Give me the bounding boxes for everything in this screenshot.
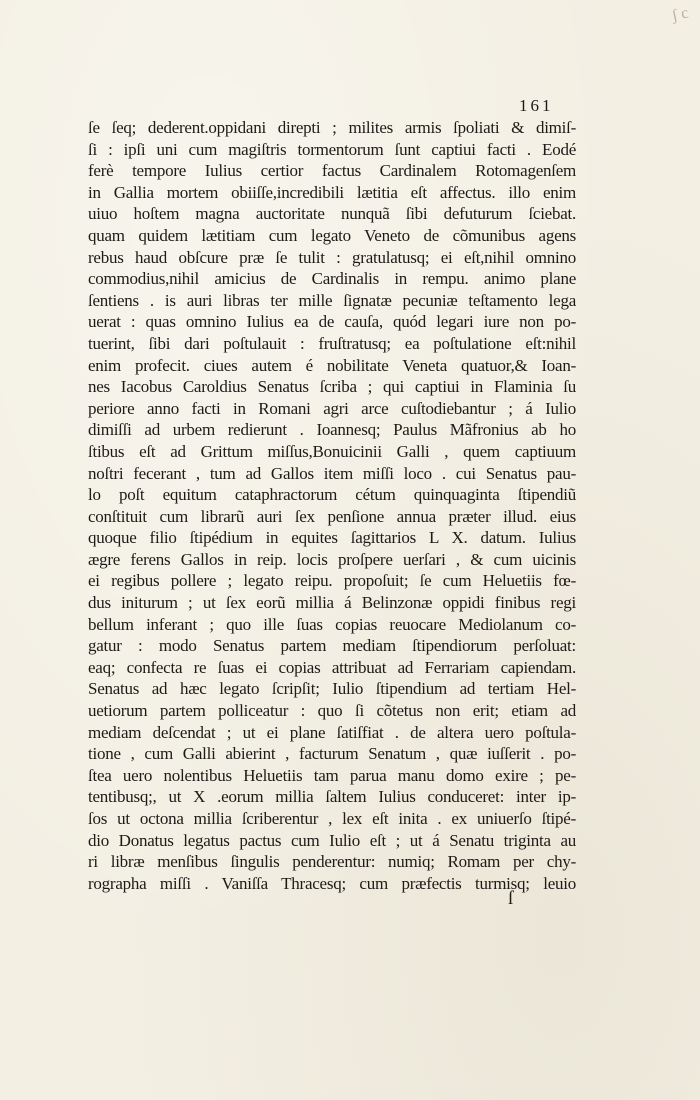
page-number: 161 — [519, 96, 554, 115]
text-block — [88, 117, 576, 894]
text-line: mediam deſcendat ; ut ei plane ſatiſfiat . de altera uero poſtula- — [88, 722, 576, 742]
text-line: dimiſſi ad urbem redierunt . Ioannesq; Paulus Mãfronius ab ho — [88, 420, 576, 440]
text-line: noſtri fecerant , tum ad Gallos item miſſi loco . cui Senatus pau- — [88, 463, 576, 483]
text-line: ægre ferens Gallos in reip. locis proſpere uerſari , & cum uicinis — [88, 549, 576, 569]
text-line: in Gallia mortem obiiſſe,incredibili lætitia eſt affectus. illo enim — [88, 182, 576, 202]
text-line: ſentiens . is auri libras ter mille ſignatæ pecuniæ teſtamento lega — [88, 290, 576, 310]
text-line: commodius,nihil amicius de Cardinalis in rempu. animo plane — [88, 269, 576, 289]
text-line: uiuo hoſtem magna auctoritate nunquã ſibi defuturum ſciebat. — [88, 204, 576, 224]
text-line: conſtituit cum librarũ auri ſex penſione annua præter illud. eius — [88, 506, 576, 526]
text-line: ſi : ipſi uni cum magiſtris tormentorum ſunt captiui facti . Eodé — [88, 139, 576, 159]
text-line: ſtea uero nolentibus Heluetiis tam parua manu domo exire ; pe- — [88, 765, 576, 785]
text-line: quam quidem lætitiam cum legato Veneto de cõmunibus agens — [88, 225, 576, 245]
text-line: tione , cum Galli abierint , facturum Senatum , quæ iuſſerit . po- — [88, 744, 576, 764]
corner-ink-mark: ʃ c — [670, 4, 690, 25]
text-line: tuerint, ſibi dari poſtulauit : fruſtratusq; ea poſtulatione eſt:nihil — [88, 333, 576, 353]
text-line: ſe ſeq; dederent.oppidani direpti ; milites armis ſpoliati & dimiſ- — [88, 118, 576, 137]
text-line: eaq; confecta re ſuas ei copias attribuat ad Ferrariam capiendam. — [88, 657, 576, 677]
text-line: dio Donatus legatus pactus cum Iulio eſt ; ut á Senatu triginta au — [88, 830, 576, 850]
text-line: rebus haud obſcure præ ſe tulit : gratulatusq; ei eſt,nihil omnino — [88, 247, 576, 267]
text-line: uerat : quas omnino Iulius ea de cauſa, quód legari iure non po- — [88, 312, 576, 332]
catchword: ſ — [508, 888, 514, 909]
text-line: ferè tempore Iulius certior factus Cardinalem Rotomagenſem — [88, 161, 576, 181]
text-line: dus initurum ; ut ſex eorũ millia á Belinzonæ oppidi finibus regi — [88, 593, 576, 613]
text-line: enim profecit. ciues autem é nobilitate Veneta quatuor,& Ioan- — [88, 355, 576, 375]
text-line: ſtibus eſt ad Grittum miſſus,Bonuicinii Galli , quem captiuum — [88, 441, 576, 461]
text-line: Senatus ad hæc legato ſcripſit; Iulio ſtipendium ad tertiam Hel- — [88, 679, 576, 699]
text-line: periore anno facti in Romani agri arce cuſtodiebantur ; á Iulio — [88, 398, 576, 418]
text-line: nes Iacobus Caroldius Senatus ſcriba ; qui captiui in Flaminia ſu — [88, 377, 576, 397]
text-line: bellum inferant ; quo ille ſuas copias reuocare Mediolanum co- — [88, 614, 576, 634]
text-line: tentibusq;, ut X .eorum millia ſaltem Iulius conduceret: inter ip- — [88, 787, 576, 807]
text-line: ſos ut octona millia ſcriberentur , lex eſt inita . ex uniuerſo ſtipé- — [88, 809, 576, 828]
text-line: gatur : modo Senatus partem mediam ſtipendiorum perſoluat: — [88, 636, 576, 656]
text-line: uetiorum partem polliceatur : quo ſi cõtetus non erit; etiam ad — [88, 701, 576, 721]
text-line: rographa miſſi . Vaniſſa Thracesq; cum præfectis turmisq; leuio — [88, 873, 576, 893]
text-line: lo poſt equitum cataphractorum cétum quinquaginta ſtipendiũ — [88, 485, 576, 505]
text-line: ei regibus pollere ; legato reipu. propoſuit; ſe cum Heluetiis fœ- — [88, 571, 576, 591]
text-line: ri libræ menſibus ſingulis penderentur: numiq; Romam per chy- — [88, 852, 576, 872]
text-line: quoque filio ſtipédium in equites ſagittarios L X. datum. Iulius — [88, 528, 576, 548]
